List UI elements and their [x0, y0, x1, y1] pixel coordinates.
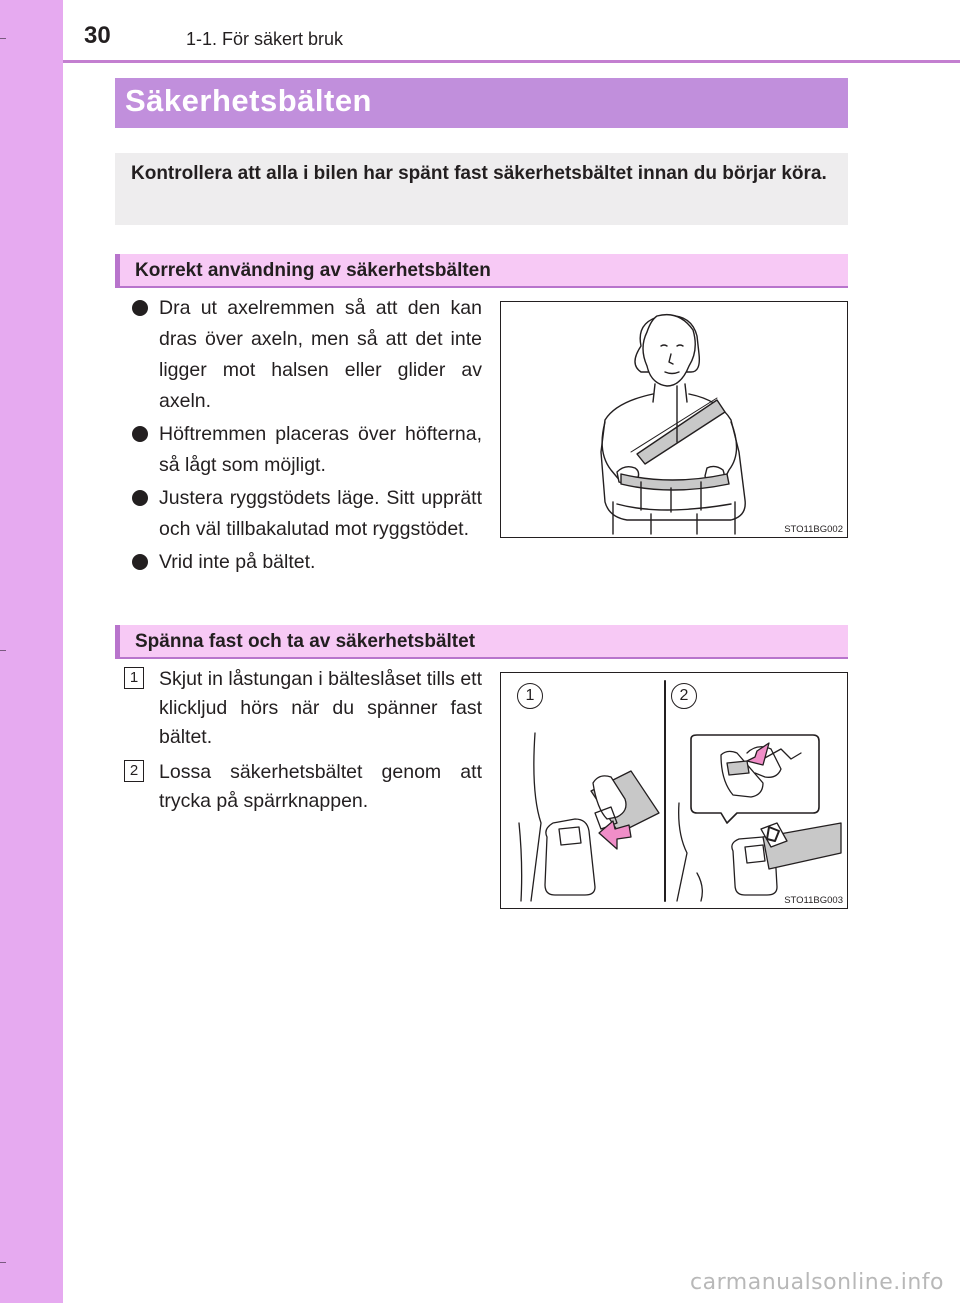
list-item: 1 Skjut in låstungan i bälteslåset tills ett klickljud hörs när du spänner fast bältet.	[124, 665, 482, 752]
list-item: Höftremmen placeras över höfterna, så lågt som möjligt.	[130, 419, 482, 481]
side-strip	[0, 0, 63, 1303]
figure-seated-driver	[500, 301, 848, 538]
figure-label-2: 2	[671, 683, 697, 709]
step-number-icon: 1	[124, 667, 144, 689]
header-divider	[63, 60, 960, 63]
intro-box: Kontrollera att alla i bilen har spänt fast säkerhetsbältet innan du börjar köra.	[115, 153, 848, 225]
list-item: Vrid inte på bältet.	[130, 547, 482, 578]
page-number: 30	[84, 22, 111, 49]
heading-correct-use: Korrekt användning av säkerhetsbälten	[115, 254, 848, 288]
heading-fasten-unfasten: Spänna fast och ta av säkerhetsbältet	[115, 625, 848, 659]
list-item: Dra ut axelremmen så att den kan dras över axeln, men så att det inte ligger mot halsen eller glider av axeln.	[130, 293, 482, 417]
seated-driver-illustration	[501, 302, 847, 537]
bullet-icon	[132, 426, 148, 442]
step-number-icon: 2	[124, 760, 144, 782]
bullet-list	[130, 293, 482, 580]
section-reference: 1-1. För säkert bruk	[186, 29, 344, 49]
bullet-icon	[132, 490, 148, 506]
side-tick	[0, 650, 6, 651]
figure-buckle-steps	[500, 672, 848, 909]
figure-code: STO11BG003	[784, 895, 843, 906]
figure-code: STO11BG002	[784, 524, 843, 535]
page-title: Säkerhetsbälten	[115, 78, 848, 128]
list-item: Justera ryggstödets läge. Sitt upprätt och väl tillbakalutad mot ryggstödet.	[130, 483, 482, 545]
bullet-icon	[132, 300, 148, 316]
side-tick	[0, 1262, 6, 1263]
list-item: 2 Lossa säkerhetsbältet genom att trycka på spärrknappen.	[124, 758, 482, 816]
buckle-illustration	[501, 673, 847, 908]
figure-label-1: 1	[517, 683, 543, 709]
bullet-icon	[132, 554, 148, 570]
watermark: carmanualsonline.info	[690, 1270, 944, 1295]
side-tick	[0, 38, 6, 39]
step-list	[124, 665, 482, 822]
